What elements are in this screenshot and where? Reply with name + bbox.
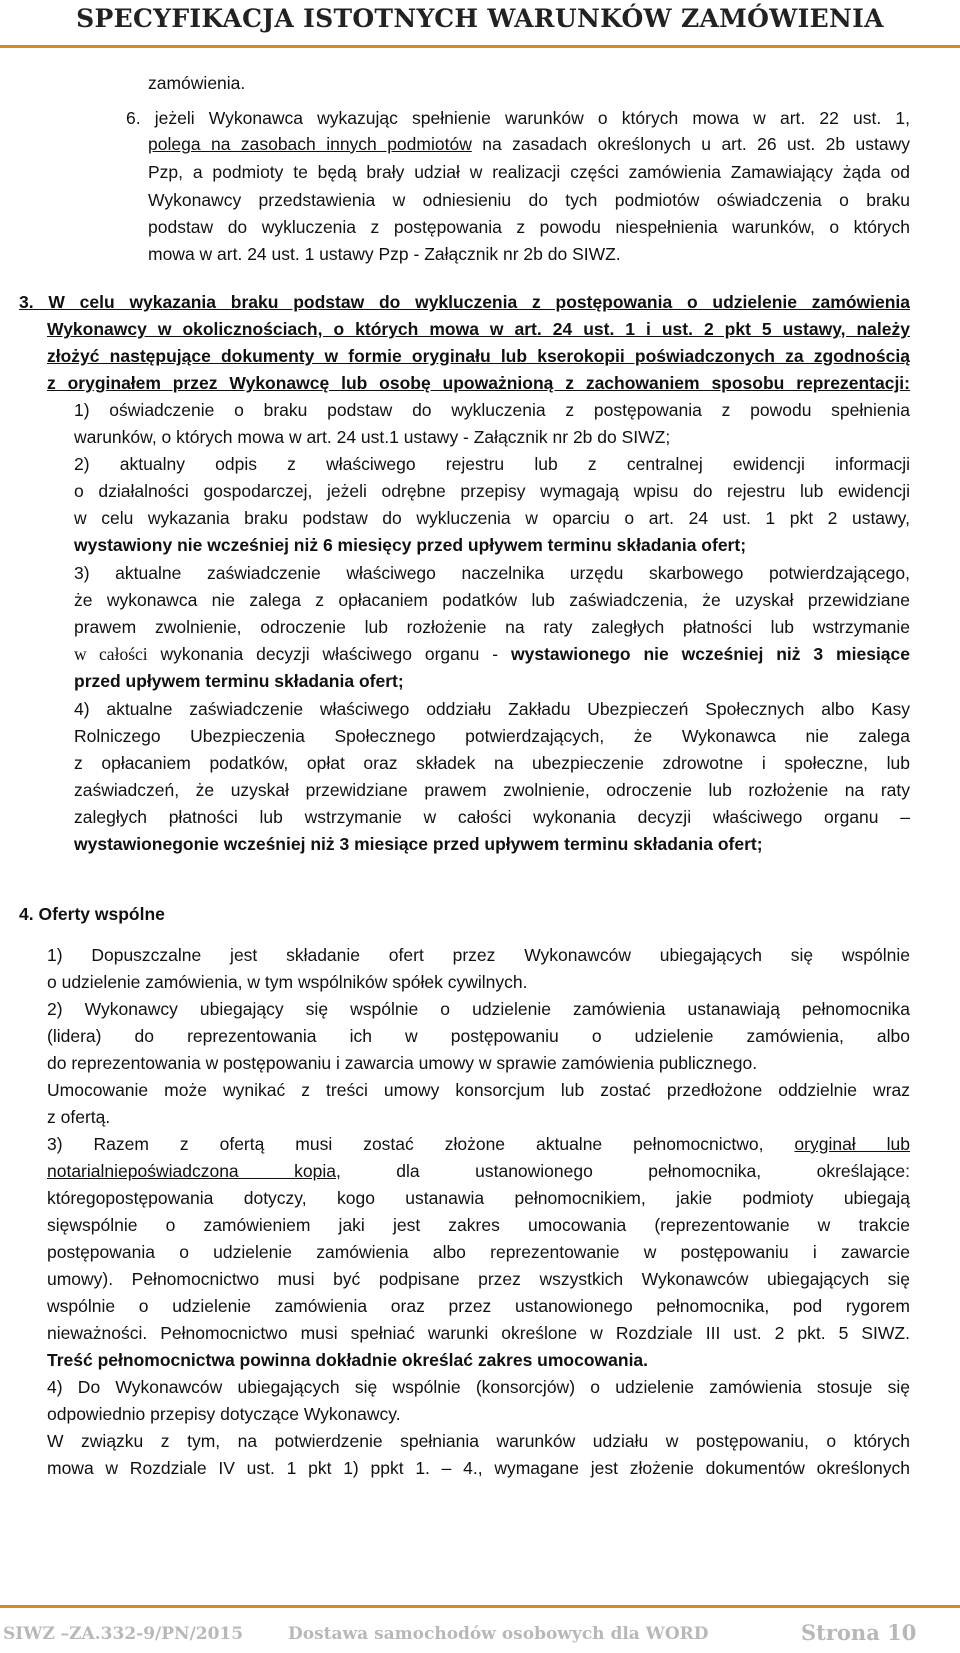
document-title: SPECYFIKACJA ISTOTNYCH WARUNKÓW ZAMÓWIENIA bbox=[76, 4, 884, 33]
text-line: o działalności gospodarczej, jeżeli odrębne przepisy wymagają wpisu do rejestru lub ewidencji bbox=[74, 481, 910, 501]
footer-page-number: Strona 10 bbox=[801, 1620, 917, 1645]
text-line: umowy). Pełnomocnictwo musi być podpisane przez wszystkich Wykonawców ubiegających się bbox=[47, 1269, 910, 1289]
text-line: 3) aktualne zaświadczenie właściwego naczelnika urzędu skarbowego potwierdzającego, bbox=[74, 563, 910, 583]
text-line: któregopostępowania dotyczy, kogo ustanawia pełnomocnikiem, jakie podmioty ubiegają bbox=[47, 1188, 910, 1208]
text-line: (lidera) do reprezentowania ich w postępowaniu o udzielenie zamówienia, albo bbox=[47, 1026, 910, 1046]
text-line: Treść pełnomocnictwa powinna dokładnie określać zakres umocowania. bbox=[47, 1350, 649, 1370]
text-line: wystawionegonie wcześniej niż 3 miesiące przed upływem terminu składania ofert; bbox=[74, 834, 763, 854]
text-line: 3) Razem z ofertą musi zostać złożone aktualne pełnomocnictwo, oryginał lub bbox=[47, 1134, 910, 1154]
text-line: mowa w art. 24 ust. 1 ustawy Pzp - Załącznik nr 2b do SIWZ. bbox=[148, 244, 621, 264]
section-3-heading: 3. W celu wykazania braku podstaw do wykluczenia z postępowania o udzielenie zamówienia bbox=[19, 292, 910, 312]
text-line: do reprezentowania w postępowaniu i zawarcia umowy w sprawie zamówienia publicznego. bbox=[47, 1053, 758, 1073]
section-4-heading: 4. Oferty wspólne bbox=[19, 904, 165, 924]
text-line: W związku z tym, na potwierdzenie spełniania warunków udziału w postępowaniu, o których bbox=[47, 1431, 910, 1451]
text-line: 4) Do Wykonawców ubiegających się wspólnie (konsorcjów) o udzielenie zamówienia stosuje się bbox=[47, 1377, 910, 1397]
footer-rule bbox=[0, 1605, 960, 1608]
text-line: Rolniczego Ubezpieczenia Społecznego potwierdzających, że Wykonawca nie zalega bbox=[74, 726, 910, 746]
page-footer bbox=[0, 1600, 960, 1653]
text-line: 4) aktualne zaświadczenie właściwego oddziału Zakładu Ubezpieczeń Społecznych albo Kasy bbox=[74, 699, 910, 719]
footer-subject: Dostawa samochodów osobowych dla WORD bbox=[288, 1624, 709, 1644]
text-line: sięwspólnie o zamówieniem jaki jest zakres umocowania (reprezentowanie w trakcie bbox=[47, 1215, 910, 1235]
text-line: zamówienia. bbox=[148, 73, 246, 93]
text-line: zaległych płatności lub wstrzymanie w całości wykonania decyzji właściwego organu – bbox=[74, 807, 910, 827]
text-line: postępowania o udzielenie zamówienia albo reprezentowanie w postępowaniu i zawarcie bbox=[47, 1242, 910, 1262]
text-line: 2) aktualny odpis z właściwego rejestru lub z centralnej ewidencji informacji bbox=[74, 454, 910, 474]
text-line: 1) oświadczenie o braku podstaw do wykluczenia z postępowania z powodu spełnienia bbox=[74, 400, 910, 420]
text-line: Wykonawcy w okolicznościach, o których mowa w art. 24 ust. 1 i ust. 2 pkt 5 ustawy, należy bbox=[47, 319, 910, 339]
text-line: mowa w Rozdziale IV ust. 1 pkt 1) ppkt 1. – 4., wymagane jest złożenie dokumentów określonych bbox=[47, 1458, 910, 1478]
text-line: 1) Dopuszczalne jest składanie ofert przez Wykonawców ubiegających się wspólnie bbox=[47, 945, 910, 965]
page-header bbox=[0, 0, 960, 52]
text-line: Pzp, a podmioty te będą brały udział w realizacji części zamówienia Zamawiający żąda od bbox=[148, 162, 910, 182]
text-line: Wykonawcy przedstawienia w odniesieniu do tych podmiotów oświadczenia o braku bbox=[148, 190, 910, 210]
text-line: polega na zasobach innych podmiotów na zasadach określonych u art. 26 ust. 2b ustawy bbox=[148, 134, 910, 154]
text-line: przed upływem terminu składania ofert; bbox=[74, 671, 404, 691]
text-line: Umocowanie może wynikać z treści umowy konsorcjum lub zostać przedłożone oddzielnie wraz bbox=[47, 1080, 910, 1100]
text-line: zaświadczeń, że uzyskał przewidziane prawem zwolnienie, odroczenie lub rozłożenie na raty bbox=[74, 780, 910, 800]
text-line: z ofertą. bbox=[47, 1107, 111, 1127]
footer-document-code: SIWZ –ZA.332-9/PN/2015 bbox=[3, 1624, 244, 1644]
text-line: 6. jeżeli Wykonawca wykazując spełnienie warunków o których mowa w art. 22 ust. 1, bbox=[126, 108, 910, 128]
text-line: z oryginałem przez Wykonawcę lub osobę upoważnioną z zachowaniem sposobu reprezentacji: bbox=[47, 373, 910, 393]
text-line: nieważności. Pełnomocnictwo musi spełniać warunki określone w Rozdziale III ust. 2 pkt. 5 SIWZ. bbox=[47, 1323, 910, 1343]
text-line: odpowiednio przepisy dotyczące Wykonawcy. bbox=[47, 1404, 401, 1424]
text-line: z opłacaniem podatków, opłat oraz składek na ubezpieczenie zdrowotne i społeczne, lub bbox=[74, 753, 910, 773]
text-line: w całości wykonania decyzji właściwego organu - wystawionego nie wcześniej niż 3 miesiące bbox=[74, 644, 910, 664]
text-line: wspólnie o udzielenie zamówienia oraz przez ustanowionego pełnomocnika, pod rygorem bbox=[47, 1296, 910, 1316]
text-line: o udzielenie zamówienia, w tym wspólników spółek cywilnych. bbox=[47, 972, 528, 992]
text-line: wystawiony nie wcześniej niż 6 miesięcy przed upływem terminu składania ofert; bbox=[74, 535, 747, 555]
text-line: warunków, o których mowa w art. 24 ust.1 ustawy - Załącznik nr 2b do SIWZ; bbox=[74, 427, 671, 447]
text-line: podstaw do wykluczenia z postępowania z powodu niespełnienia warunków, o których bbox=[148, 217, 910, 237]
text-line: 2) Wykonawcy ubiegający się wspólnie o udzielenie zamówienia ustanawiają pełnomocnika bbox=[47, 999, 910, 1019]
text-line: złożyć następujące dokumenty w formie oryginału lub kserokopii poświadczonych za zgodnością bbox=[47, 346, 910, 366]
text-line: prawem zwolnienie, odroczenie lub rozłożenie na raty zaległych płatności lub wstrzymanie bbox=[74, 617, 910, 637]
text-line: w celu wykazania braku podstaw do wykluczenia w oparciu o art. 24 ust. 1 pkt 2 ustawy, bbox=[74, 508, 910, 528]
text-line: notarialniepoświadczona kopia, dla ustanowionego pełnomocnika, określające: bbox=[47, 1161, 910, 1181]
header-rule bbox=[0, 45, 960, 48]
text-line: że wykonawca nie zalega z opłacaniem podatków lub zaświadczenia, że uzyskał przewidziane bbox=[74, 590, 910, 610]
